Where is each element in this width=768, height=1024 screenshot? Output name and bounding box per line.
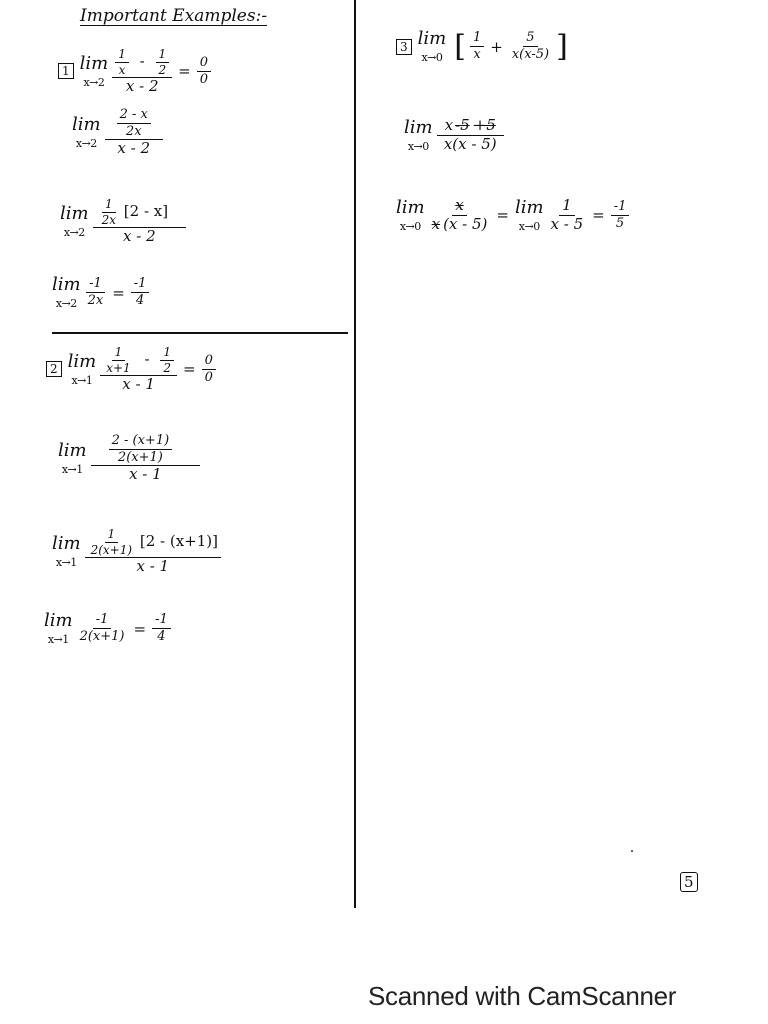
ex3-s3-fraction2: $\frac{1}{x - 5}$	[550, 196, 584, 233]
ex2-s1-lim: lim x→1	[67, 350, 97, 387]
ex3-s3-fraction: $\frac{x}{x (x - 5)}$	[431, 196, 488, 233]
ex1-s4-fraction: $\frac{-1}{2x}$	[87, 276, 104, 308]
page-heading: Important Examples:-	[80, 6, 268, 26]
ex3-s1-term1: $\frac{1}{x}$	[470, 31, 484, 61]
ex3-step1: 3 lim x→0 [ $\frac{1}{x}$ + $\frac{5}{x(x-5)}$ ]	[396, 30, 572, 63]
ex2-step3	[52, 528, 221, 575]
speck	[631, 850, 633, 852]
ex1-number-badge: 1	[58, 63, 74, 79]
ex2-s2-lim: lim x→1	[58, 440, 87, 477]
ex3-step3: lim x→0 $\frac{x}{x (x - 5)}$ = lim x→0 $\frac{1}{x - 5}$ = $\frac{-1}{5}$	[396, 198, 629, 233]
ex2-s4-lim: lim x→1	[44, 610, 73, 646]
ex2-step2	[58, 434, 200, 483]
ex1-s2-lim: lim x→2	[72, 114, 101, 151]
ex1-step1: 1 lim x→2 $\frac{1}{x}$ - $\frac{1}{2}$ x - 2 = $\frac{0}{0}$	[58, 48, 211, 95]
ex2-s4-fraction: $\frac{-1}{2(x+1)}$	[79, 612, 125, 644]
ex2-s1-result: $\frac{0}{0}$	[202, 354, 216, 384]
ex1-step3	[60, 198, 186, 245]
ex1-s4-lim: lim x→2	[52, 274, 81, 310]
ex2-number-badge: 2	[46, 361, 62, 377]
ex2-s3-lim: lim x→1	[52, 532, 81, 569]
ex1-s3-lim: lim x→2	[60, 202, 89, 239]
ex3-s2-lim: lim x→0	[404, 116, 433, 153]
column-divider	[354, 0, 356, 908]
ex3-s3-lim: lim x→0	[396, 196, 425, 233]
ex1-s3-fraction: $\frac{1}{2x}$ [2 - x] x - 2	[93, 198, 187, 245]
ex3-s1-lim: lim x→0	[417, 28, 447, 64]
ex2-s1-fraction: $\frac{1}{x+1}$ - $\frac{1}{2}$ x - 1	[100, 346, 177, 393]
ex2-s2-fraction: $\frac{\frac{2 - (x+1)}{2(x+1)}}{x - 1}$	[91, 434, 201, 483]
ex1-s1-result: $\frac{0}{0}$	[197, 56, 211, 86]
ex2-step4: lim x→1 $\frac{-1}{2(x+1)}$ = $\frac{-1}{4}$	[44, 612, 171, 645]
ex1-step2	[72, 108, 163, 157]
ex3-step2	[404, 118, 504, 153]
ex3-s3-lim2: lim x→0	[514, 196, 544, 233]
ex1-step4: lim x→2 $\frac{-1}{2x}$ = $\frac{-1}{4}$	[52, 276, 149, 309]
page-number: 5	[680, 872, 698, 892]
ex3-number-badge: 3	[396, 39, 412, 55]
ex2-s3-fraction: $\frac{1}{2(x+1)}$ [2 - (x+1)] x - 1	[85, 528, 221, 575]
camscanner-watermark: Scanned with CamScanner	[368, 981, 677, 1011]
ex1-s1-fraction: $\frac{1}{x}$ - $\frac{1}{2}$ x - 2	[112, 48, 172, 95]
ex3-s2-fraction: $\frac{x -5 +5}{x(x - 5)}$	[437, 118, 504, 153]
ex1-s1-lim: lim x→2	[79, 52, 109, 89]
ex1-s2-fraction: $\frac{\frac{2 - x}{2x}}{x - 2}$	[105, 108, 163, 157]
example-divider	[52, 332, 348, 334]
ex3-s3-result: $\frac{-1}{5}$	[611, 200, 630, 230]
ex3-s1-term2: $\frac{5}{x(x-5)}$	[511, 30, 550, 62]
ex1-s4-result: $\frac{-1}{4}$	[131, 277, 150, 307]
ex2-step1: 2 lim x→1 $\frac{1}{x+1}$ - $\frac{1}{2}$ x - 1 = $\frac{0}{0}$	[46, 346, 216, 393]
ex2-s4-result: $\frac{-1}{4}$	[152, 613, 171, 643]
